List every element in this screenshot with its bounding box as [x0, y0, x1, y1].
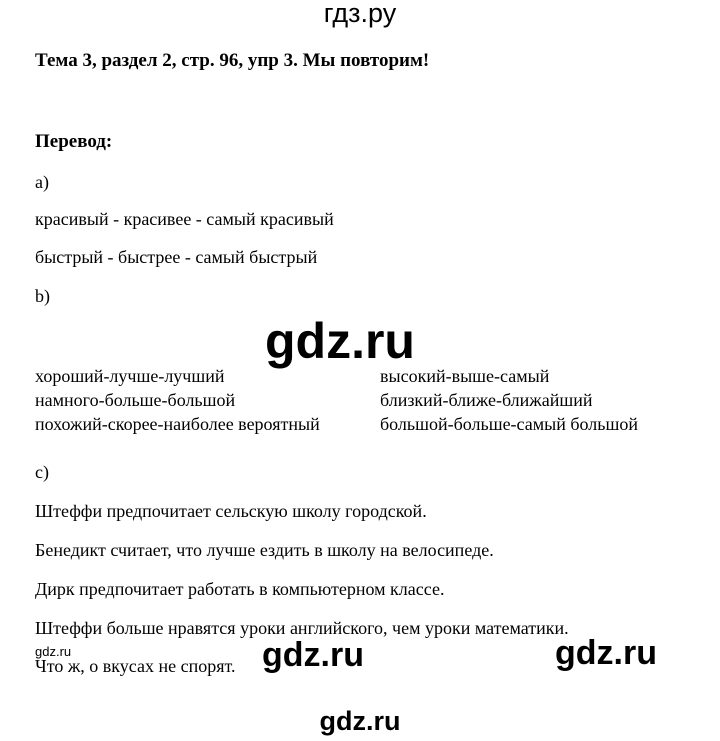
section-c-line-4: Штеффи больше нравятся уроки английского, чем уроки математики.	[35, 618, 569, 638]
section-c-line-5: Что ж, о вкусах не спорят.	[35, 656, 236, 676]
section-b-right-2: близкий-ближе-ближайший	[380, 390, 593, 410]
section-b-marker: b)	[35, 286, 50, 306]
watermark-small: gdz.ru	[35, 644, 72, 659]
section-b-left-3: похожий-скорее-наиболее вероятный	[35, 414, 320, 434]
section-a-line-1: красивый - красивее - самый красивый	[35, 209, 334, 229]
section-a-line-2: быстрый - быстрее - самый быстрый	[35, 247, 318, 267]
watermark-mid-right: gdz.ru	[555, 634, 657, 672]
section-c-line-3: Дирк предпочитает работать в компьютерном классе.	[35, 579, 445, 599]
section-b-left-1: хороший-лучше-лучший	[35, 366, 225, 386]
site-title: гдз.ру	[323, 0, 397, 28]
watermark-mid-left: gdz.ru	[262, 636, 364, 674]
section-b-right-1: высокий-выше-самый	[380, 366, 550, 386]
watermark-big: gdz.ru	[265, 313, 415, 369]
translation-label: Перевод:	[35, 131, 113, 152]
section-b-left-2: намного-больше-большой	[35, 390, 236, 410]
section-c-line-2: Бенедикт считает, что лучше ездить в школу на велосипеде.	[35, 540, 494, 560]
watermark-bottom: gdz.ru	[319, 706, 401, 736]
section-a-marker: a)	[35, 172, 49, 192]
section-b-right-3: большой-больше-самый большой	[380, 414, 638, 434]
exercise-heading: Тема 3, раздел 2, стр. 96, упр 3. Мы повторим!	[35, 50, 430, 71]
section-c-line-1: Штеффи предпочитает сельскую школу городской.	[35, 501, 427, 521]
section-c-marker: c)	[35, 462, 49, 482]
